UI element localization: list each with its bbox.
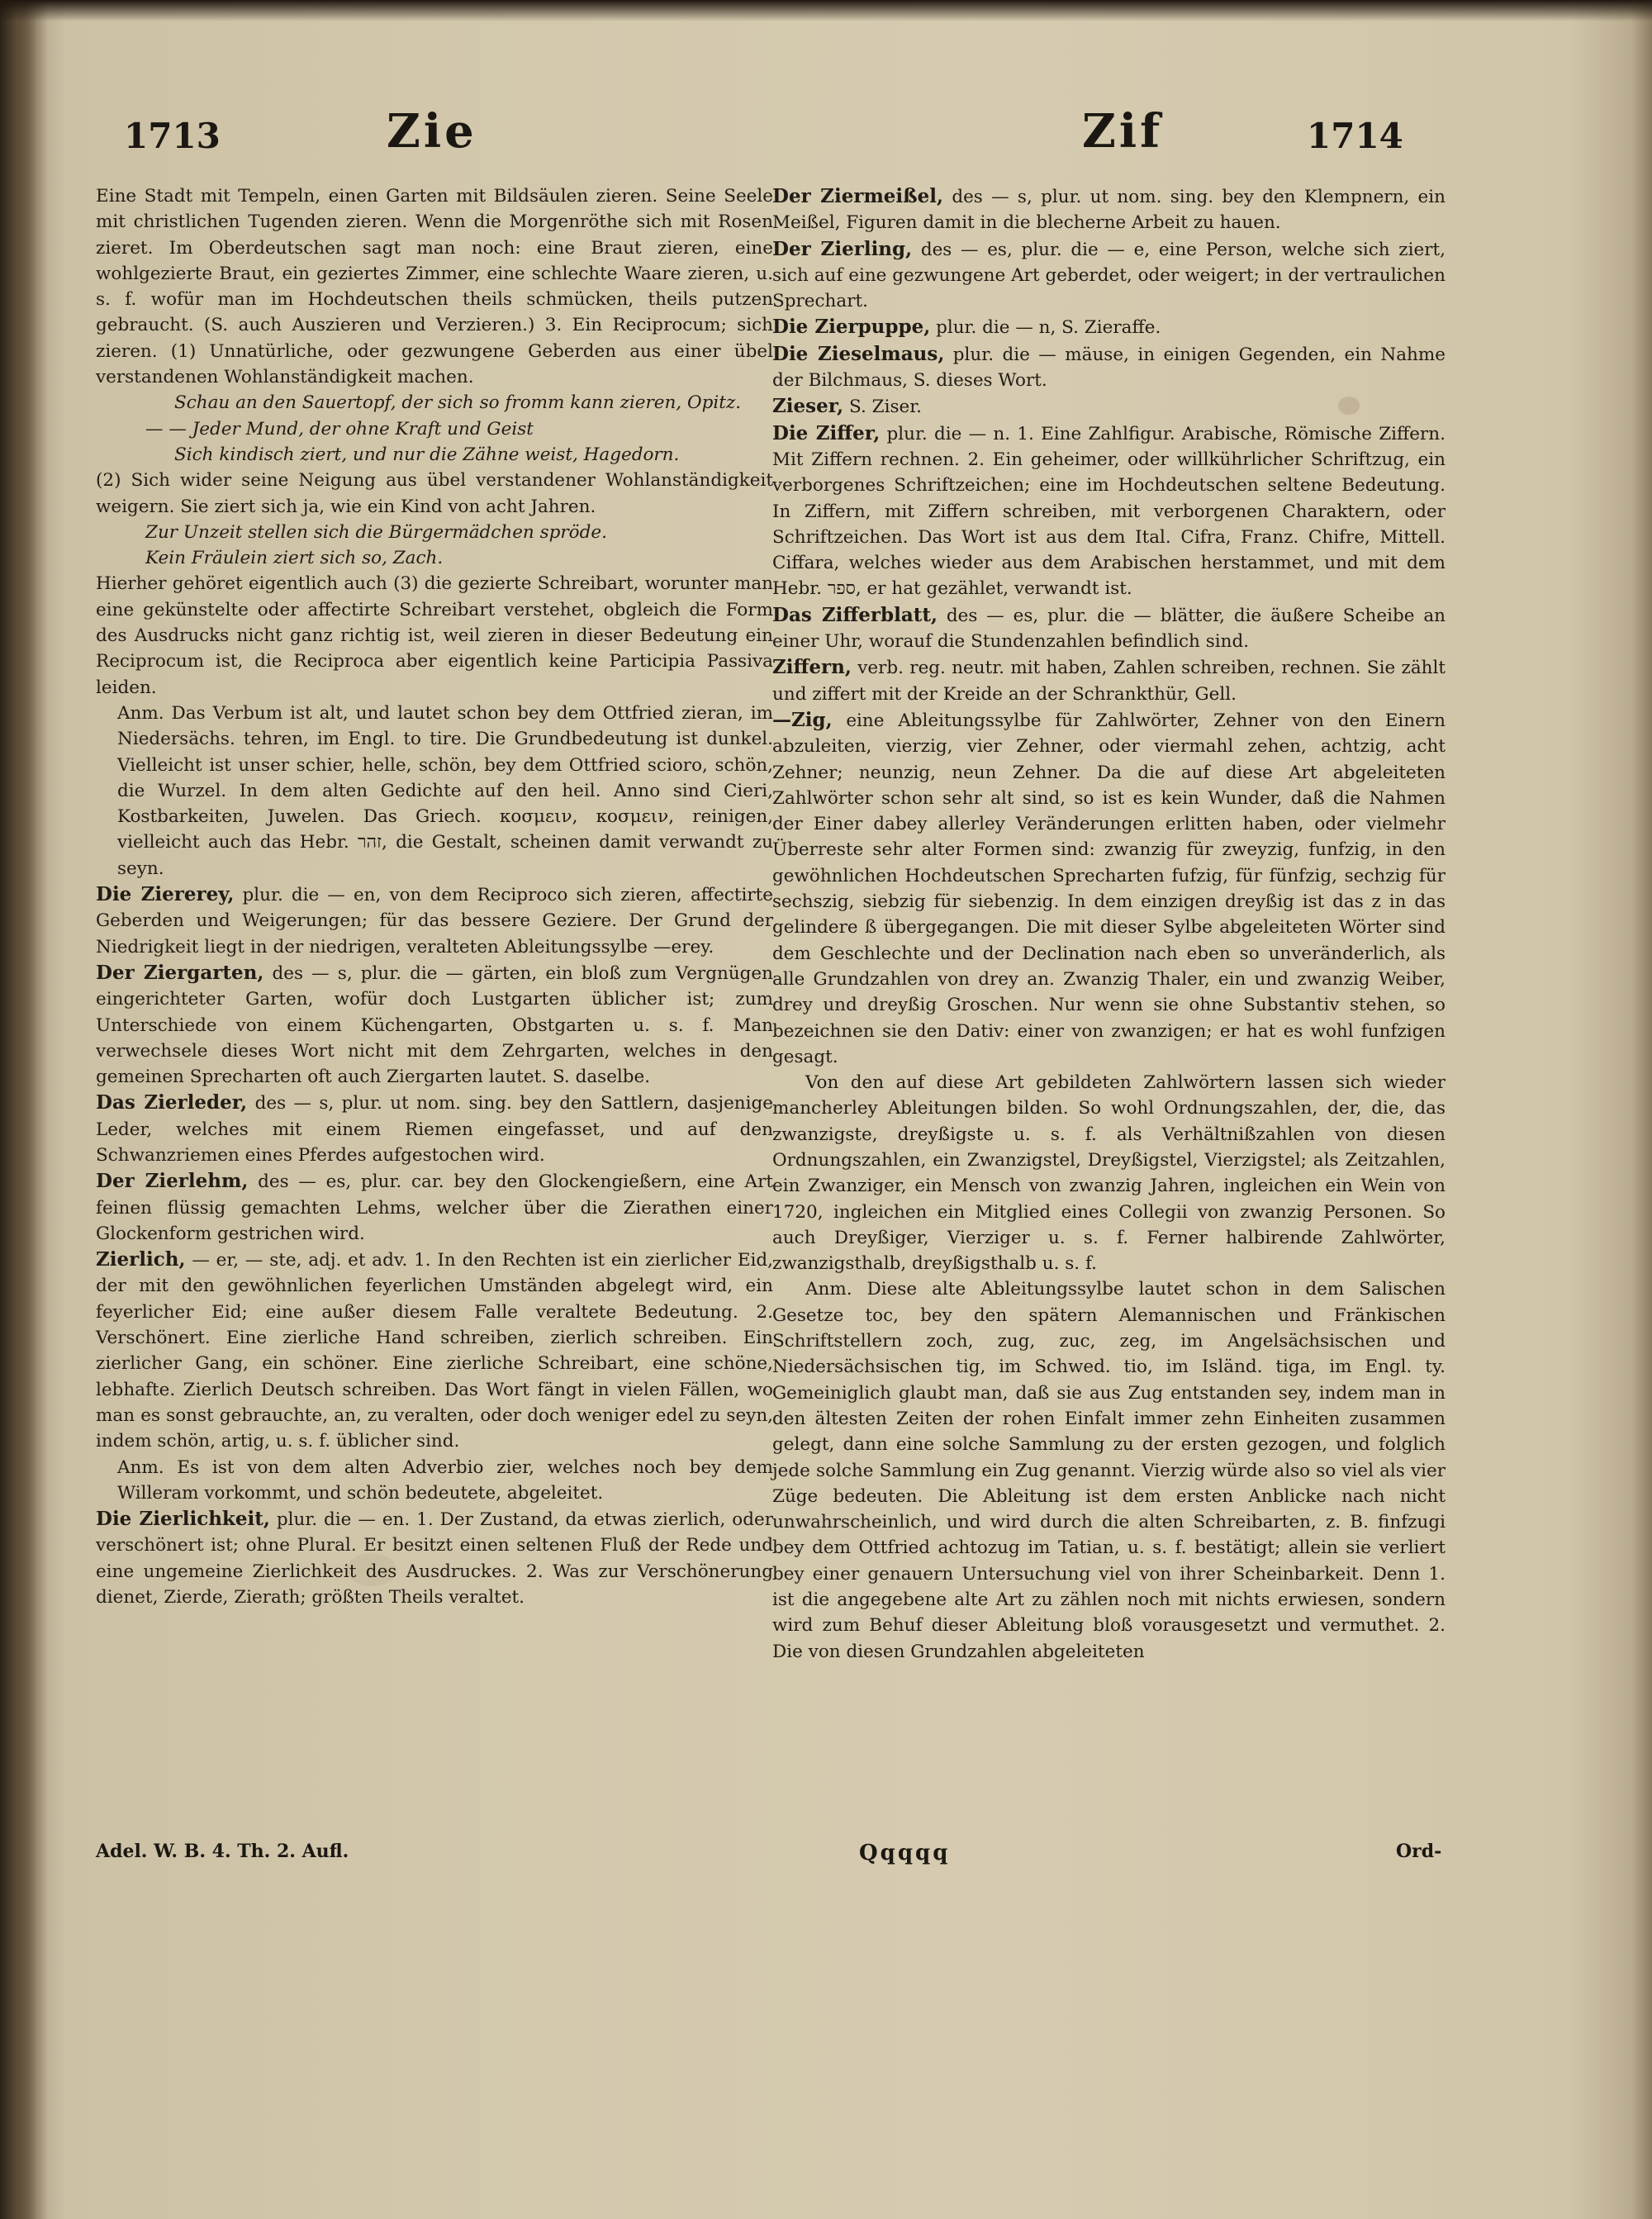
headword: Das Zierleder,	[96, 1091, 248, 1114]
headword: Der Ziermeißel,	[772, 185, 944, 207]
headword: Zieser,	[772, 395, 844, 418]
definition: — er, — ste, adj. et adv. 1. In den Rechten ist ein zierlicher Eid, der mit den gewöhnlichen feyerlichen Umständen abgelegt wird, ein feyerlicher Eid; eine außer diesem Falle veraltete Bedeutung. 2. Verschönert. Eine zierliche Hand schreiben, zierlich schreiben. Ein zierlicher Gang, ein schöner. Eine zierliche Schreibart, eine schöne, lebhafte. Zierlich Deutsch schreiben. Das Wort fängt in vielen Fällen, wo man es sonst gebrauchte, an, zu veralten, oder doch weniger edel zu seyn, indem schön, artig, u. s. f. üblicher sind.	[96, 1250, 773, 1452]
definition: verb. reg. neutr. mit haben, Zahlen schreiben, rechnen. Sie zählt und ziffert mit der Kreide an der Schrankthür, Gell.	[772, 658, 1446, 705]
entry-ziergarten	[96, 960, 773, 1090]
definition: plur. die — n, S. Zieraffe.	[936, 317, 1161, 339]
entry-zierleder	[96, 1090, 773, 1168]
headword: —Zig,	[772, 708, 833, 731]
quote-opitz: Schau an den Sauertopf, der sich so fromm kann zieren, Opitz.	[174, 392, 742, 414]
entry-ziererey	[96, 881, 773, 960]
etymology-note: Anm. Das Verbum ist alt, und lautet schon bey dem Ottfried zieran, im Niedersächs. tehren, im Engl. to tire. Die Grundbedeutung ist dunkel. Vielleicht ist unser schier, helle, schön, bey dem Ottfried scioro, schön, die Wurzel. In dem alten Gedichte auf den heil. Anno sind Cieri, Kostbarkeiten, Juwelen. Das Griech. κοσμειν, κοσμειν, reinigen, vielleicht auch das Hebr. זהר, die Gestalt, scheinen damit verwandt zu seyn.	[117, 702, 773, 879]
entry-ziermeissel	[772, 183, 1446, 236]
entry-zierlehm	[96, 1168, 773, 1247]
headword: Die Ziererey,	[96, 883, 235, 906]
entry-zifferblatt	[772, 602, 1446, 655]
definition: des — es, plur. die — blätter, die äußere Scheibe an einer Uhr, worauf die Stundenzahlen befindlich sind.	[772, 605, 1446, 653]
headword: Die Zierlichkeit,	[96, 1508, 270, 1531]
entry-zieren-continued: Eine Stadt mit Tempeln, einen Garten mit Bildsäulen zieren. Seine Seele mit christlichen Tugenden zieren. Wenn die Morgenröthe sich mit Rosen zieret. Im Oberdeutschen sagt man noch: eine Braut zieren, eine wohlgezierte Braut, ein geziertes Zimmer, eine schlechte Waare zieren, u. s. f. wofür man im Hochdeutschen theils schmücken, theils putzen gebraucht. (S. auch Auszieren und Verzieren.) 3. Ein Reciprocum; sich zieren. (1) Unnatürliche, oder gezwungene Geberden aus einer übel verstandenen Wohlanständigkeit machen.	[96, 186, 773, 388]
entry-zig	[772, 707, 1446, 1070]
entry-zierling	[772, 236, 1446, 315]
definition: des — es, plur. die — e, eine Person, welche sich ziert, sich auf eine gezwungene Art geberdet, oder weigert; in der vertraulichen Sprechart.	[772, 239, 1446, 312]
definition: S. Ziser.	[849, 397, 922, 418]
headword: Der Zierlehm,	[96, 1170, 249, 1193]
entry-zierlich	[96, 1247, 773, 1454]
entry-zierpuppe	[772, 314, 1446, 340]
right-column	[772, 183, 1446, 1665]
headword: Die Zierpuppe,	[772, 316, 931, 339]
headword: Das Zifferblatt,	[772, 603, 938, 626]
headword: Ziffern,	[772, 656, 852, 679]
book-gutter	[0, 0, 48, 2219]
paragraph-derivations: Von den auf diese Art gebildeten Zahlwörtern lassen sich wieder mancherley Ableitungen bilden. So wohl Ordnungszahlen, der, die, das zwanzigste, dreyßigste u. s. f. als Verhältnißzahlen von diesen Ordnungszahlen, ein Zwanzigstel, Dreyßigstel, Vierzigstel; als Zeitzahlen, ein Zwanziger, ein Mensch von zwanzig Jahren, ingleichen ein Wein von 1720, ingleichen ein Mitglied eines Collegii von zwanzig Personen. So auch Dreyßiger, Vierziger u. s. f. Ferner halbirende Zahlwörter, zwanzigsthalb, dreyßigsthalb u. s. f.	[772, 1072, 1446, 1275]
definition: des — es, plur. car. bey den Glockengießern, eine Art feinen flüssig gemachten Lehms, welcher über die Zierathen einer Glockenform gestrichen wird.	[96, 1171, 773, 1244]
left-page-number: 1713	[124, 116, 221, 156]
top-edge-shadow	[0, 0, 1652, 21]
catchword: Ord-	[1396, 1841, 1442, 1862]
headword: Die Zieselmaus,	[772, 342, 945, 365]
quote-hagedorn: Sich kindisch ziert, und nur die Zähne weist, Hagedorn.	[174, 444, 680, 465]
entry-sense-3: Hierher gehöret eigentlich auch (3) die gezierte Schreibart, worunter man eine gekünstelte oder affectirte Schreibart verstehet, obgleich die Form des Ausdrucks nicht ganz richtig ist, weil zieren in dieser Bedeutung ein Reciprocum ist, die Reciproca aber eigentlich keine Participia Passiva leiden.	[96, 573, 773, 698]
headword: Zierlich,	[96, 1248, 186, 1271]
entry-ziffern	[772, 654, 1446, 707]
printer-signature-mark: Qqqqq	[859, 1841, 951, 1865]
definition: des — s, plur. ut nom. sing. bey den Klempnern, ein Meißel, Figuren damit in die blecherne Arbeit zu hauen.	[772, 187, 1446, 234]
left-column	[96, 183, 773, 1610]
entry-zieselmaus	[772, 341, 1446, 394]
entry-zierlichkeit	[96, 1506, 773, 1610]
entry-zieser	[772, 393, 1446, 420]
definition: eine Ableitungssylbe für Zahlwörter, Zehner von den Einern abzuleiten, vierzig, vier Zehner, oder viermahl zehen, achtzig, acht Zehner; neunzig, neun Zehner. Da die auf diese Art abgeleiteten Zahlwörter schon sehr alt sind, so ist es kein Wunder, daß die Nahmen der Einer dabey allerley Veränderungen erlitten haben, oder vielmehr Überreste sehr alter Formen sind: zwanzig für zweyzig, funfzig, in den gewöhnlichen Hochdeutschen Sprecharten fufzig, für fünfzig, sechzig für sechszig, siebzig für siebenzig. In dem einzigen dreyßig ist das z in das gelindere ß übergegangen. Die mit dieser Sylbe abgeleiteten Wörter sind dem Geschlechte und der Declination nach eben so unveränderlich, als alle Grundzahlen von drey an. Zwanzig Thaler, ein und zwanzig Weiber, drey und dreyßig Groschen. Nur wenn sie ohne Substantiv stehen, so bezeichnen sie den Dativ: einer von zwanzigen; er hat es wohl funfzigen gesagt.	[772, 710, 1446, 1067]
right-page-number: 1714	[1307, 116, 1403, 156]
quote-line: — — Jeder Mund, der ohne Kraft und Geist	[145, 418, 534, 440]
paragraph-etymology: Anm. Diese alte Ableitungssylbe lautet schon in dem Salischen Gesetze toc, bey den spätern Alemannischen und Fränkischen Schriftstellern zoch, zug, zuc, zeg, im Angelsächsischen und Niedersächsischen tig, im Schwed. tio, im Isländ. tiga, im Engl. ty. Gemeiniglich glaubt man, daß sie aus Zug entstanden sey, indem man in den ältesten Zeiten der rohen Einfalt immer zehn Einheiten zusammen gelegt, dann eine solche Sammlung zu der ersten gezogen, und folglich jede solche Sammlung ein Zug genannt. Vierzig würde also so viel als vier Züge bedeuten. Die Ableitung ist dem ersten Anblicke nach nicht unwahrscheinlich, und wird durch die alten Schreibarten, z. B. finfzugi bey dem Ottfried achtozug im Tatian, u. s. f. bestätigt; allein sie verliert bey einer genauern Untersuchung viel von ihrer Scheinbarkeit. Denn 1. ist die angegebene alte Art zu zählen noch mit nichts erwiesen, sondern wird zum Behuf dieser Ableitung bloß vorausgesetzt und vermuthet. 2. Die von diesen Grundzahlen abgeleiteten	[772, 1279, 1446, 1662]
definition: des — s, plur. ut nom. sing. bey den Sattlern, dasjenige Leder, welches mit einem Riemen eingefasset, und auf den Schwanzriemen eines Pferdes aufgestochen wird.	[96, 1093, 773, 1166]
entry-ziffer	[772, 421, 1446, 602]
headword: Die Ziffer,	[772, 421, 881, 444]
definition: plur. die — en, von dem Reciproco sich zieren, affectirte Geberden und Weigerungen; für das bessere Geziere. Der Grund der Niedrigkeit liegt in der niedrigen, veralteten Ableitungssylbe —erey.	[96, 885, 774, 957]
definition: plur. die — en. 1. Der Zustand, da etwas zierlich, oder verschönert ist; ohne Plural. Er besitzt einen seltenen Fluß der Rede und eine ungemeine Zierlichkeit des Ausdruckes. 2. Was zur Verschönerung dienet, Zierde, Zierath; größten Theils veraltet.	[96, 1509, 773, 1608]
left-running-headword: Zie	[387, 104, 477, 159]
definition: plur. die — n. 1. Eine Zahlfigur. Arabische, Römische Ziffern. Mit Ziffern rechnen. 2. Ein geheimer, oder willkührlicher Schriftzug, ein verborgenes Schriftzeichen; eine im Hochdeutschen seltene Bedeutung. In Ziffern, mit Ziffern schreiben, mit verborgenen Charaktern, oder Schriftzeichen. Das Wort ist aus dem Ital. Cifra, Franz. Chifre, Mittell. Ciffara, welches wieder aus dem Arabischen herstammet, und mit dem Hebr. ספר, er hat gezählet, verwandt ist.	[772, 423, 1446, 600]
etymology-note: Anm. Es ist von dem alten Adverbio zier, welches noch bey dem Willeram vorkommt, und schön bedeutete, abgeleitet.	[117, 1456, 773, 1504]
quote-zach: Kein Fräulein ziert sich so, Zach.	[145, 548, 444, 569]
definition: des — s, plur. die — gärten, ein bloß zum Vergnügen eingerichteter Garten, wofür doch Lustgarten üblicher ist; zum Unterschiede von einem Küchengarten, Obstgarten u. s. f. Man verwechsele dieses Wort nicht mit dem Zehrgarten, welches in den gemeinen Sprecharten oft auch Ziergarten lautet. S. daselbe.	[96, 962, 774, 1088]
quote-line: Zur Unzeit stellen sich die Bürgermädchen spröde.	[145, 521, 607, 543]
entry-sense-2: (2) Sich wider seine Neigung aus übel verstandener Wohlanständigkeit weigern. Sie ziert sich ja, wie ein Kind von acht Jahren.	[96, 470, 773, 517]
right-running-headword: Zif	[1082, 104, 1164, 159]
headword: Der Ziergarten,	[96, 961, 264, 984]
headword: Der Zierling,	[772, 237, 913, 260]
volume-reference: Adel. W. B. 4. Th. 2. Aufl.	[96, 1841, 349, 1862]
definition: plur. die — mäuse, in einigen Gegenden, ein Nahme der Bilchmaus, S. dieses Wort.	[772, 344, 1446, 392]
